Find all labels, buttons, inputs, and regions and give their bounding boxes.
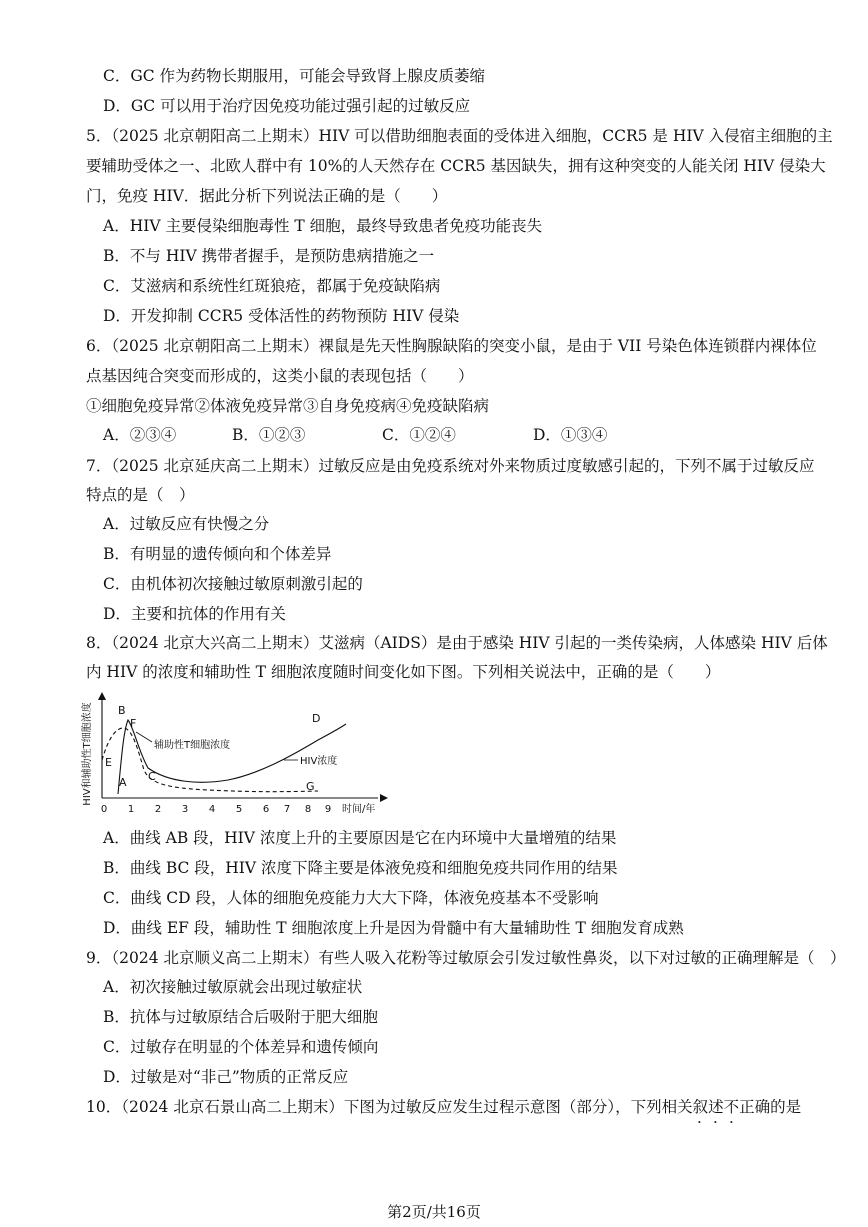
option-b: B．抗体与过敏原结合后吸附于肥大细胞 bbox=[103, 1008, 378, 1026]
option-b: B．①②③ bbox=[232, 426, 306, 444]
helper-t-cell-label: 辅助性T细胞浓度 bbox=[154, 740, 231, 751]
option-d: D．主要和抗体的作用有关 bbox=[103, 605, 286, 623]
point-label-f: F bbox=[130, 717, 137, 730]
point-label-c: C bbox=[148, 770, 156, 783]
option-a: A．HIV 主要侵染细胞毒性 T 细胞，最终导致患者免疫功能丧失 bbox=[103, 217, 543, 235]
emphasis-dot: · bbox=[729, 1113, 734, 1131]
point-label-d: D bbox=[312, 712, 321, 725]
tick-label: 4 bbox=[208, 804, 216, 815]
x-axis-arrow bbox=[380, 794, 388, 802]
hiv-concentration-label: HIV浓度 bbox=[300, 756, 338, 767]
tick-label: 9 bbox=[324, 804, 332, 815]
option-a: A．②③④ bbox=[103, 426, 177, 444]
option-c: C．①②④ bbox=[382, 426, 456, 444]
option-d: D．GC 可以用于治疗因免疫功能过强引起的过敏反应 bbox=[103, 97, 471, 115]
question-7-stem-line: 特点的是（ ） bbox=[86, 486, 195, 504]
question-7-stem-line: 7．（2025 北京延庆高二上期末）过敏反应是由免疫系统对外来物质过度敏感引起的，下列不属于过敏反应 bbox=[86, 457, 815, 475]
option-d: D．过敏是对“非己”物质的正常反应 bbox=[103, 1068, 349, 1086]
option-a: A．初次接触过敏原就会出现过敏症状 bbox=[103, 978, 363, 996]
question-8-stem-line: 8．（2024 北京大兴高二上期末）艾滋病（AIDS）是由于感染 HIV 引起的一类传染病，人体感染 HIV 后体 bbox=[86, 634, 828, 652]
option-b: B．曲线 BC 段，HIV 浓度下降主要是体液免疫和细胞免疫共同作用的结果 bbox=[103, 859, 618, 877]
question-6-stem-line: 6．（2025 北京朝阳高二上期末）裸鼠是先天性胸腺缺陷的突变小鼠，是由于 VII 号染色体连锁群内裸体位 bbox=[86, 337, 817, 355]
page-number: 第2页/共16页 bbox=[387, 1203, 481, 1221]
question-5-stem-line: 门，免疫 HIV．据此分析下列说法正确的是（ ） bbox=[86, 187, 448, 205]
option-a: A．过敏反应有快慢之分 bbox=[103, 515, 270, 533]
option-c: C．曲线 CD 段，人体的细胞免疫能力大大下降，体液免疫基本不受影响 bbox=[103, 889, 599, 907]
question-5-stem-line: 5．（2025 北京朝阳高二上期末）HIV 可以借助细胞表面的受体进入细胞，CCR5 是 HIV 入侵宿主细胞的主 bbox=[86, 127, 833, 145]
tick-label: 6 bbox=[262, 804, 270, 815]
question-10-stem-line: 10．（2024 北京石景山高二上期末）下图为过敏反应发生过程示意图（部分），下列相关叙述不正确的是 bbox=[86, 1098, 802, 1116]
option-c: C．GC 作为药物长期服用，可能会导致肾上腺皮质萎缩 bbox=[103, 67, 486, 85]
y-axis-label: HIV和辅助性T细胞浓度 bbox=[82, 702, 93, 806]
question-9-stem-line: 9．（2024 北京顺义高二上期末）有些人吸入花粉等过敏原会引发过敏性鼻炎，以下对过敏的正确理解是（ ） bbox=[86, 949, 846, 967]
hiv-t-cell-graph bbox=[78, 690, 398, 818]
option-c: C．由机体初次接触过敏原刺激引起的 bbox=[103, 575, 363, 593]
option-c: C．艾滋病和系统性红斑狼疮，都属于免疫缺陷病 bbox=[103, 277, 441, 295]
emphasis-dot: · bbox=[713, 1113, 718, 1131]
option-d: D．开发抑制 CCR5 受体活性的药物预防 HIV 侵染 bbox=[103, 307, 460, 325]
y-axis-arrow bbox=[98, 692, 106, 700]
option-b: B．有明显的遗传倾向和个体差异 bbox=[103, 545, 332, 563]
emphasis-dot: · bbox=[697, 1113, 702, 1131]
question-6-stem-line: 点基因纯合突变而形成的，这类小鼠的表现包括（ ） bbox=[86, 367, 474, 385]
question-5-stem-line: 要辅助受体之一、北欧人群中有 10%的人天然存在 CCR5 基因缺失，拥有这种突变的人能关闭 HIV 侵染大 bbox=[86, 157, 826, 175]
tick-label: 7 bbox=[283, 804, 291, 815]
option-a: A．曲线 AB 段，HIV 浓度上升的主要原因是它在内环境中大量增殖的结果 bbox=[103, 829, 617, 847]
point-label-e: E bbox=[105, 756, 112, 769]
tick-label: 3 bbox=[181, 804, 189, 815]
tick-label: 5 bbox=[235, 804, 243, 815]
point-label-b: B bbox=[118, 704, 126, 717]
question-6-statements: ①细胞免疫异常②体液免疫异常③自身免疫病④免疫缺陷病 bbox=[86, 397, 490, 415]
tick-label: 8 bbox=[304, 804, 312, 815]
question-8-stem-line: 内 HIV 的浓度和辅助性 T 细胞浓度随时间变化如下图。下列相关说法中，正确的是（ ） bbox=[86, 663, 721, 681]
option-d: D．曲线 EF 段，辅助性 T 细胞浓度上升是因为骨髓中有大量辅助性 T 细胞发育成熟 bbox=[103, 919, 684, 937]
option-d: D．①③④ bbox=[533, 426, 608, 444]
tick-label: 0 bbox=[100, 804, 108, 815]
point-label-g: G bbox=[306, 780, 315, 793]
option-b: B．不与 HIV 携带者握手，是预防患病措施之一 bbox=[103, 247, 435, 265]
tick-label: 2 bbox=[154, 804, 162, 815]
x-axis-label: 时间/年 bbox=[342, 804, 376, 815]
tick-label: 1 bbox=[127, 804, 135, 815]
option-c: C．过敏存在明显的个体差异和遗传倾向 bbox=[103, 1038, 379, 1056]
point-label-a: A bbox=[119, 776, 127, 789]
label-leader bbox=[136, 732, 152, 742]
